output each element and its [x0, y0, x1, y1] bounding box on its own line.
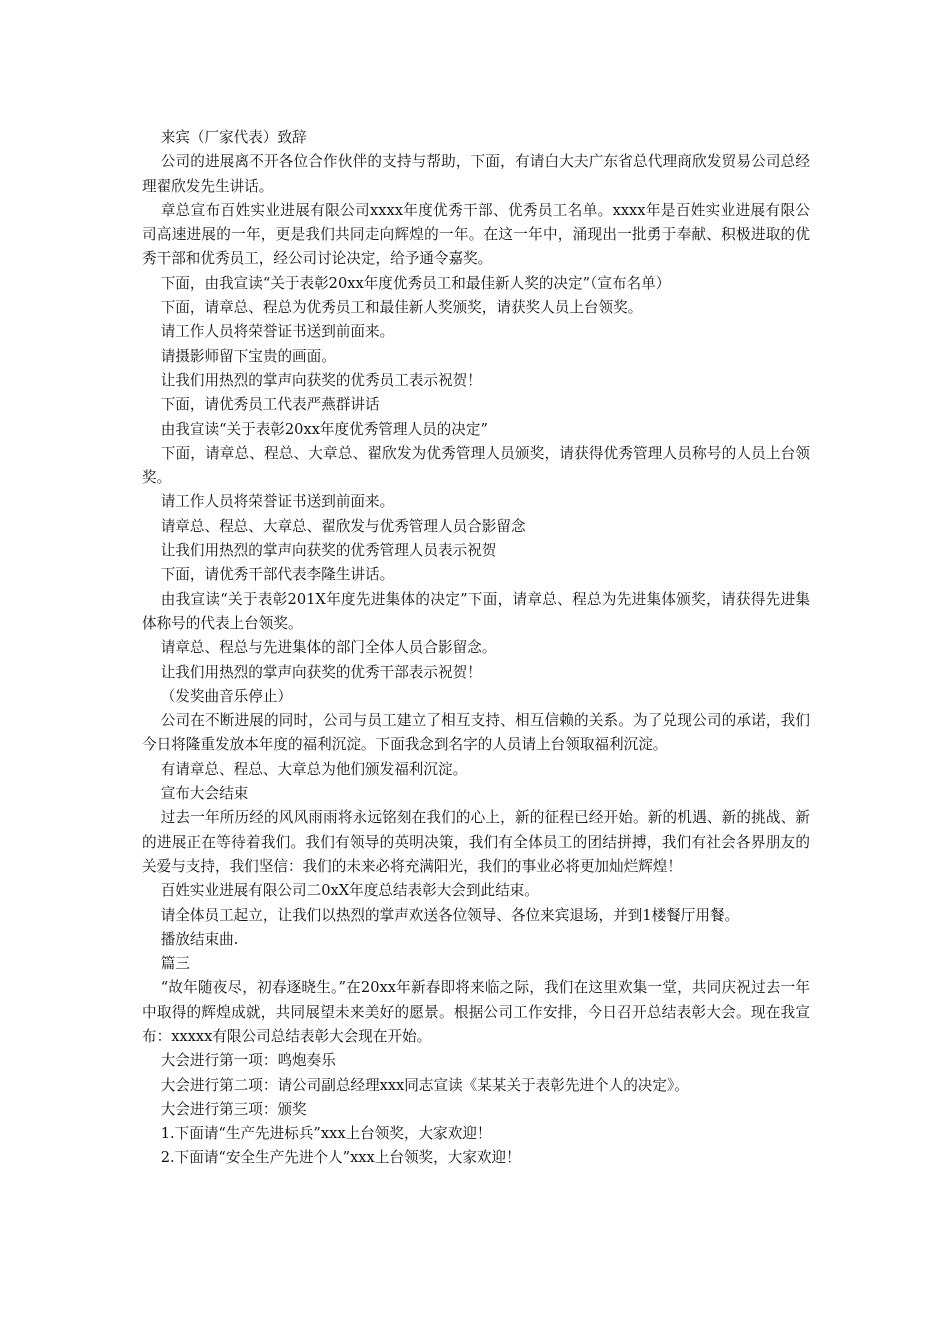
paragraph: 章总宣布百姓实业进展有限公司xxxx年度优秀干部、优秀员工名单。xxxx年是百姓实业进展有限公司高速进展的一年，更是我们共同走向辉煌的一年。在这一年中，涌现出一批勇于奉献、积极进取的优秀干部和优秀员工，经公司讨论决定，给予通令嘉奖。 — [142, 201, 810, 268]
paragraph: 下面，请章总、程总、大章总、翟欣发为优秀管理人员颁奖，请获得优秀管理人员称号的人员上台领奖。 — [142, 444, 810, 487]
section-heading: 篇三 — [160, 955, 190, 973]
paragraph: 请工作人员将荣誉证书送到前面来。 — [160, 323, 395, 341]
paragraph: 公司的进展离不开各位合作伙伴的支持与帮助，下面，有请白大夫广东省总代理商欣发贸易公司总经理翟欣发先生讲话。 — [142, 153, 810, 195]
paragraph: “故年随夜尽，初春逐晓生。”在20xx年新春即将来临之际，我们在这里欢集一堂，共同庆祝过去一年中取得的辉煌成就，共同展望未来美好的愿景。根据公司工作安排，今日召开总结表彰大会。现在我宣布：xxxxx有限公司总结表彰大会现在开始。 — [142, 979, 810, 1045]
paragraph: 下面，请优秀员工代表严燕群讲话 — [160, 396, 380, 414]
paragraph: 让我们用热烈的掌声向获奖的优秀员工表示祝贺！ — [160, 371, 482, 389]
paragraph: 让我们用热烈的掌声向获奖的优秀干部表示祝贺！ — [160, 663, 482, 681]
paragraph: 请章总、程总与先进集体的部门全体人员合影留念。 — [160, 639, 497, 657]
paragraph: 大会进行第一项：鸣炮奏乐 — [160, 1052, 336, 1070]
paragraph: 让我们用热烈的掌声向获奖的优秀管理人员表示祝贺 — [160, 542, 497, 560]
paragraph: 来宾（厂家代表）致辞 — [160, 129, 307, 146]
paragraph: 过去一年所历经的风风雨雨将永远铭刻在我们的心上，新的征程已经开始。新的机遇、新的挑战、新的进展正在等待着我们。我们有领导的英明决策，我们有全体员工的团结拼搏，我们有社会各界朋友的关爱与支持，我们坚信：我们的未来必将充满阳光，我们的事业必将更加灿烂辉煌！ — [142, 809, 810, 875]
paragraph: 下面，由我宣读“关于表彰20xx年度优秀员工和最佳新人奖的决定”（宣布名单） — [160, 274, 671, 292]
paragraph: 有请章总、程总、大章总为他们颁发福利沉淀。 — [160, 760, 468, 778]
paragraph: 公司在不断进展的同时，公司与员工建立了相互支持、相互信赖的关系。为了兑现公司的承诺，我们今日将隆重发放本年度的福利沉淀。下面我念到名字的人员请上台领取福利沉淀。 — [142, 712, 810, 754]
paragraph: 百姓实业进展有限公司二0xX年度总结表彰大会到此结束。 — [160, 882, 539, 900]
document-body — [142, 126, 810, 1171]
paragraph: 下面，请章总、程总为优秀员工和最佳新人奖颁奖，请获奖人员上台领奖。 — [160, 299, 643, 317]
paragraph: 请摄影师留下宝贵的画面。 — [160, 347, 336, 365]
list-item: 1.下面请“生产先进标兵”xxx上台领奖，大家欢迎！ — [160, 1125, 492, 1143]
paragraph: 由我宣读“关于表彰20xx年度优秀管理人员的决定” — [160, 420, 488, 438]
paragraph: 由我宣读“关于表彰201X年度先进集体的决定”下面，请章总、程总为先进集体颁奖，请获得先进集体称号的代表上台领奖。 — [142, 590, 810, 632]
paragraph: 播放结束曲. — [160, 930, 239, 948]
list-item: 2.下面请“安全生产先进个人”xxx上台领奖，大家欢迎！ — [160, 1149, 521, 1167]
paragraph: 大会进行第二项：请公司副总经理xxx同志宣读《某某关于表彰先进个人的决定》。 — [160, 1076, 689, 1094]
paragraph: 下面，请优秀干部代表李隆生讲话。 — [160, 566, 395, 584]
paragraph: 请全体员工起立，让我们以热烈的掌声欢送各位领导、各位来宾退场，并到1楼餐厅用餐。 — [160, 906, 740, 924]
paragraph: 大会进行第三项：颁奖 — [160, 1100, 307, 1118]
paragraph: （发奖曲音乐停止） — [160, 687, 293, 705]
section-heading: 宣布大会结束 — [160, 785, 249, 803]
paragraph: 请章总、程总、大章总、翟欣发与优秀管理人员合影留念 — [160, 517, 526, 535]
paragraph: 请工作人员将荣誉证书送到前面来。 — [160, 493, 395, 511]
